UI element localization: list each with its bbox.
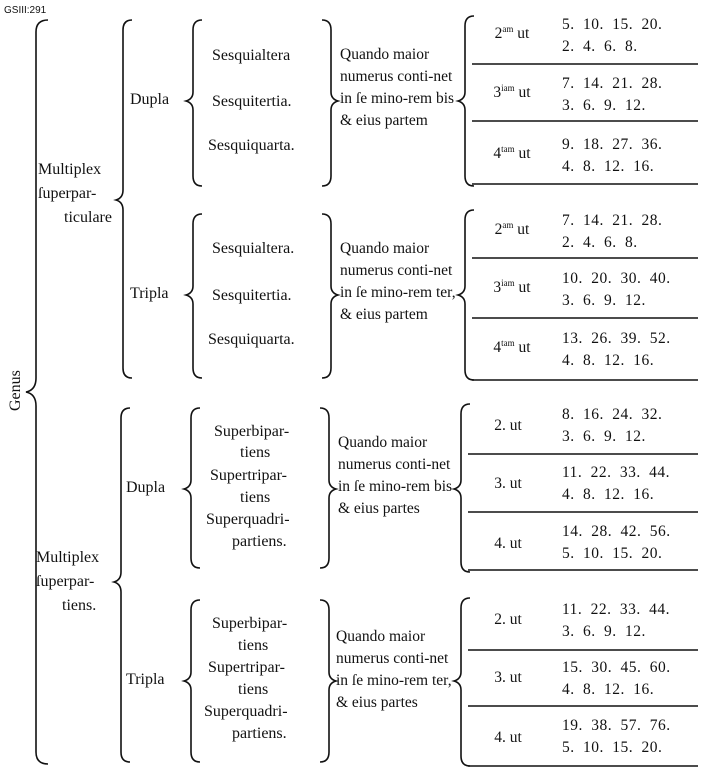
denominator-series: 5. 10. 15. 20. (562, 545, 663, 562)
denominator-series: 4. 8. 12. 16. (562, 681, 655, 698)
species4-brace (320, 600, 336, 762)
subgroup-4-name: Tripla (126, 671, 165, 688)
numerator-series: 8. 16. 24. 32. (562, 406, 663, 423)
species-item: Sesquitertia. (212, 287, 292, 304)
numerator-series: 14. 28. 42. 56. (562, 523, 671, 540)
sub1-brace (186, 20, 202, 186)
ratio-label: 4. ut (494, 535, 522, 552)
subgroup-1-name: Dupla (130, 91, 170, 108)
group2-name-line2: ſuperpar- (36, 573, 95, 590)
definition-text: Quando maior numerus conti-net in ſe mino-rem ter, & eius partem (340, 240, 456, 323)
species-item: partiens. (232, 533, 287, 550)
species-item: Sesquialtera. (212, 240, 295, 257)
group1-brace (116, 20, 132, 378)
species-item: Sesquiquarta. (208, 331, 295, 348)
group2-name-line1: Multiplex (36, 549, 100, 566)
genus-label: Genus (7, 370, 24, 411)
genus-brace (26, 20, 48, 764)
ratio-label: 2. ut (494, 611, 522, 628)
species-item: Superbipar- (214, 423, 290, 440)
ratio-label: $4^{tam}$ ut (493, 143, 531, 162)
numerator-series: 10. 20. 30. 40. (562, 270, 671, 287)
ratio-label: 3. ut (494, 669, 522, 686)
definition-text: Quando maior numerus conti-net in ſe mino-rem ter, & eius partes (336, 628, 452, 711)
denominator-series: 5. 10. 15. 20. (562, 739, 663, 756)
numerator-series: 11. 22. 33. 44. (562, 601, 671, 618)
sub2-brace (186, 214, 202, 378)
ratio-label: $2^{am}$ ut (494, 23, 530, 42)
numerator-series: 7. 14. 21. 28. (562, 212, 663, 229)
species-item: Supertripar- (208, 659, 285, 676)
numerator-series: 7. 14. 21. 28. (562, 75, 663, 92)
numerator-series: 19. 38. 57. 76. (562, 717, 671, 734)
page-reference: GSIII:291 (4, 5, 47, 16)
denominator-series: 3. 6. 9. 12. (562, 428, 646, 445)
group2-brace (114, 408, 130, 762)
sub4-brace (184, 600, 200, 762)
species-item: tiens (240, 444, 271, 461)
species1-brace (322, 20, 338, 186)
denominator-series: 2. 4. 6. 8. (562, 38, 638, 55)
species-item: tiens (240, 489, 271, 506)
ratio-label: 2. ut (494, 417, 522, 434)
species-item: tiens (238, 637, 269, 654)
denominator-series: 4. 8. 12. 16. (562, 352, 655, 369)
ratio-label: 3. ut (494, 475, 522, 492)
denominator-series: 3. 6. 9. 12. (562, 623, 646, 640)
species2-brace (322, 214, 338, 378)
ratio-label: $3^{iam}$ ut (493, 82, 531, 101)
species-item: Supertripar- (210, 467, 287, 484)
numerator-series: 5. 10. 15. 20. (562, 16, 663, 33)
sub3-brace (184, 408, 200, 568)
numerator-series: 11. 22. 33. 44. (562, 464, 671, 481)
species-item: Superquadri- (206, 511, 290, 528)
numerator-series: 9. 18. 27. 36. (562, 136, 663, 153)
ratio-label: $3^{iam}$ ut (493, 277, 531, 296)
numerator-series: 15. 30. 45. 60. (562, 659, 671, 676)
denominator-series: 4. 8. 12. 16. (562, 486, 655, 503)
ratio-label: 4. ut (494, 729, 522, 746)
species-item: Sesquialtera (212, 47, 291, 64)
subgroup-3-name: Dupla (126, 479, 166, 496)
species-item: Superbipar- (212, 615, 288, 632)
species-item: Superquadri- (204, 703, 288, 720)
ratio-label: $2^{am}$ ut (494, 219, 530, 238)
species-item: partiens. (232, 725, 287, 742)
group1-name-line3: ticulare (64, 209, 112, 226)
denominator-series: 3. 6. 9. 12. (562, 97, 646, 114)
ratio-label: $4^{tam}$ ut (493, 337, 531, 356)
species-item: tiens (238, 681, 269, 698)
group2-name-line3: tiens. (62, 597, 97, 614)
species-item: Sesquiquarta. (208, 137, 295, 154)
species3-brace (320, 408, 336, 568)
denominator-series: 4. 8. 12. 16. (562, 158, 655, 175)
denominator-series: 2. 4. 6. 8. (562, 234, 638, 251)
numerator-series: 13. 26. 39. 52. (562, 330, 671, 347)
denominator-series: 3. 6. 9. 12. (562, 292, 646, 309)
group1-name-line2: ſuperpar- (38, 185, 97, 202)
species-item: Sesquitertia. (212, 93, 292, 110)
definition-text: Quando maior numerus conti-net in ſe mino-rem bis & eius partem (340, 46, 455, 129)
subgroup-2-name: Tripla (130, 285, 169, 302)
definition-text: Quando maior numerus conti-net in ſe mino-rem bis & eius partes (338, 434, 453, 517)
group1-name-line1: Multiplex (38, 161, 102, 178)
